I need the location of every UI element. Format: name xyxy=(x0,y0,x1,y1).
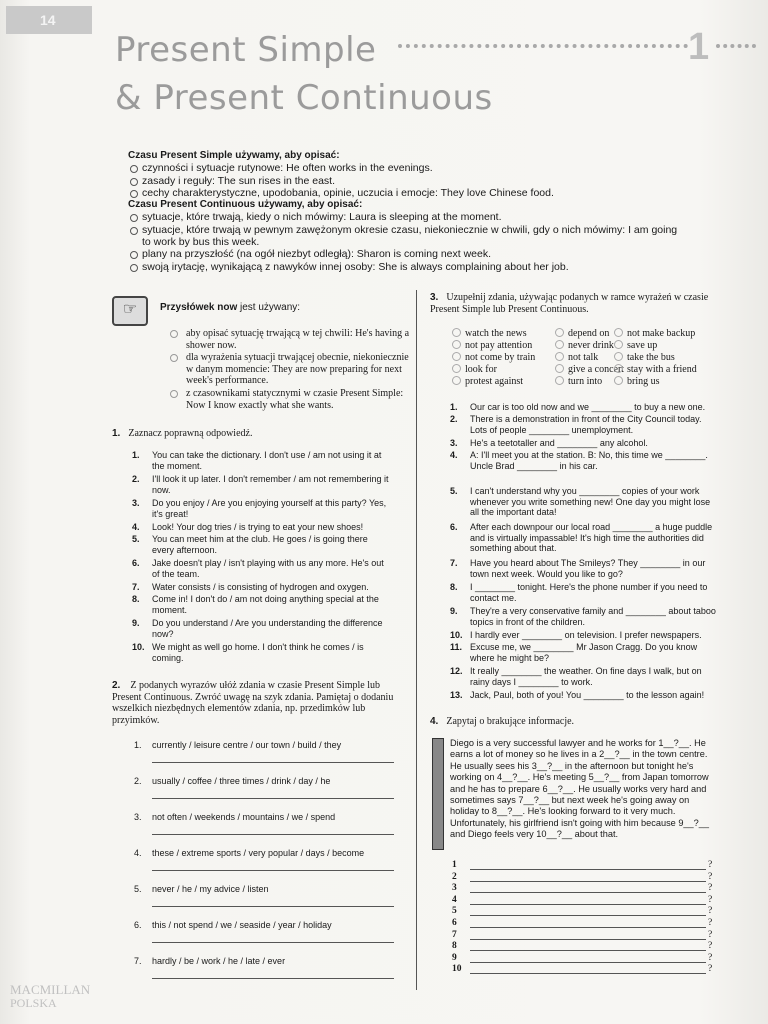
page-title-line2: & Present Continuous xyxy=(115,78,493,118)
rule-item: sytuacje, które trwają w pewnym zawężonym okresie czasu, niekoniecznie w chwili, gdy o nich mówimy: I am going to work by bus this week. xyxy=(128,224,688,249)
phrase-text: not pay attention xyxy=(465,340,533,351)
answer-number: 10 xyxy=(452,964,462,975)
answer-line xyxy=(152,978,394,979)
phrase-box-item xyxy=(452,376,523,387)
item-number: 3. xyxy=(134,812,142,822)
phrase-text: take the bus xyxy=(627,352,675,363)
item-number: 2. xyxy=(132,474,140,484)
answer-line xyxy=(470,927,706,928)
item-text: currently / leisure centre / our town / build / they xyxy=(152,740,342,750)
unit-number: 1 xyxy=(688,26,710,68)
phrase-text: watch the news xyxy=(465,328,527,339)
tip-item: z czasownikami statycznymi w czasie Present Simple: Now I know exactly what she wants. xyxy=(170,388,410,411)
phrase-box-item xyxy=(555,376,602,387)
pointing-hand-icon: ☞ xyxy=(112,296,148,326)
item-number: 3. xyxy=(132,498,140,508)
item-text: Jake doesn't play / isn't playing with us any more. He's out of the team. xyxy=(152,558,384,579)
item-text: Excuse me, we ________ Mr Jason Cragg. Do you know where he might be? xyxy=(470,642,698,663)
answer-number: 2 xyxy=(452,871,457,882)
exercise-instruction: Uzupełnij zdania, używając podanych w ramce wyrażeń w czasie Present Simple lub Present Continuous. xyxy=(430,292,709,315)
answer-line xyxy=(470,915,706,916)
item-number: 1. xyxy=(450,402,458,412)
item-text: There is a demonstration in front of the City Council today. Lots of people ________ unemployment. xyxy=(470,414,702,435)
item-text: these / extreme sports / very popular / days / become xyxy=(152,848,365,858)
item-text: Do you understand / Are you understanding the difference now? xyxy=(152,618,383,639)
phrase-box-item xyxy=(614,376,660,387)
item-text: You can take the dictionary. I don't use / am not using it at the moment. xyxy=(152,450,382,471)
phrase-text: bring us xyxy=(627,376,660,387)
phrase-bullet xyxy=(614,364,623,373)
answer-line xyxy=(152,798,394,799)
item-text: He's a teetotaller and ________ any alcohol. xyxy=(470,438,648,448)
item-text: not often / weekends / mountains / we / spend xyxy=(152,812,336,822)
exercise-1-heading xyxy=(112,428,252,439)
phrase-text: depend on xyxy=(568,328,610,339)
item-text: Have you heard about The Smileys? They ________ in our town next week. Would you like to go? xyxy=(470,558,706,579)
phrase-bullet xyxy=(555,340,564,349)
tip-items xyxy=(170,328,410,412)
item-number: 6. xyxy=(132,558,140,568)
rule-heading: Czasu Present Simple używamy, aby opisać: xyxy=(128,150,340,161)
answer-line xyxy=(152,906,394,907)
exercise-number: 4. xyxy=(430,716,439,727)
rule-item: swoją irytację, wynikającą z nawyków innej osoby: She is always complaining about her job. xyxy=(128,261,688,273)
phrase-box-item xyxy=(452,364,497,375)
question-mark: ? xyxy=(708,964,713,975)
story-text: Diego is a very successful lawyer and he works for 1__?__. He earns a lot of money so he lives in a 2__?__ in the town centre. He usually sees his 3__?__ in the afternoon but tonight he's working on 4__?__. He's meeting 5__?__ from Japan tomorrow and he has to prepare 6__?__. He usually works very hard and sometimes says 7__?__ but next week he's going away on holiday to 8__?__. He's looking forward to it very much. Unfortunately, his girlfriend isn't going with him because 9__?__ and Diego feels very 10__?__ about that. xyxy=(450,738,709,840)
item-number: 5. xyxy=(132,534,140,544)
answer-line xyxy=(152,942,394,943)
item-number: 2. xyxy=(134,776,142,786)
question-mark: ? xyxy=(708,941,713,952)
phrase-text: save up xyxy=(627,340,658,351)
answer-line xyxy=(470,869,706,870)
answer-number: 4 xyxy=(452,894,457,905)
item-text: Jack, Paul, both of you! You ________ to the lesson again! xyxy=(470,690,705,700)
item-number: 10. xyxy=(132,642,145,652)
item-number: 1. xyxy=(134,740,142,750)
phrase-text: not come by train xyxy=(465,352,536,363)
item-text: It really ________ the weather. On fine days I walk, but on rainy days I ________ to work. xyxy=(470,666,702,687)
title-dotted-rule xyxy=(398,44,688,48)
answer-number: 5 xyxy=(452,906,457,917)
phrase-bullet xyxy=(555,352,564,361)
item-text: A: I'll meet you at the station. B: No, this time we ________. Uncle Brad ________ in his car. xyxy=(470,450,708,471)
question-mark: ? xyxy=(708,871,713,882)
phrase-text: turn into xyxy=(568,376,603,387)
item-text: usually / coffee / three times / drink / day / he xyxy=(152,776,331,786)
phrase-box-item xyxy=(614,328,695,339)
answer-line xyxy=(470,939,706,940)
column-divider xyxy=(416,290,417,990)
exercise-number: 2. xyxy=(112,680,121,691)
exercise-3-heading xyxy=(430,292,720,315)
phrase-text: never drink xyxy=(568,340,614,351)
rule-item: plany na przyszłość (na ogół niezbyt odległą): Sharon is coming next week. xyxy=(128,248,688,260)
phrase-bullet xyxy=(555,376,564,385)
page-number: 14 xyxy=(40,12,56,28)
item-text: After each downpour our local road ________ a huge puddle and is virtually impassable! It's high time the authorities did something about that. xyxy=(470,522,713,554)
phrase-text: not talk xyxy=(568,352,599,363)
phrase-text: stay with a friend xyxy=(627,364,697,375)
item-text: this / not spend / we / seaside / year / holiday xyxy=(152,920,332,930)
item-text: I'll look it up later. I don't remember / am not remembering it now. xyxy=(152,474,389,495)
exercise-instruction: Zapytaj o brakujące informacje. xyxy=(446,716,575,727)
answer-line xyxy=(470,950,706,951)
item-number: 7. xyxy=(132,582,140,592)
answer-number: 6 xyxy=(452,918,457,928)
phrase-bullet xyxy=(452,328,461,337)
item-text: Our car is too old now and we ________ to buy a new one. xyxy=(470,402,706,412)
phrase-text: look for xyxy=(465,364,497,375)
phrase-bullet xyxy=(452,364,461,373)
question-mark: ? xyxy=(708,860,713,870)
answer-line xyxy=(470,904,706,905)
item-number: 3. xyxy=(450,438,458,448)
answer-number: 9 xyxy=(452,952,457,963)
answer-number: 8 xyxy=(452,941,457,952)
phrase-bullet xyxy=(452,376,461,385)
item-number: 2. xyxy=(450,414,458,424)
item-text: Water consists / is consisting of hydrogen and oxygen. xyxy=(152,582,369,592)
answer-number: 3 xyxy=(452,883,457,894)
phrase-bullet xyxy=(452,352,461,361)
question-mark: ? xyxy=(708,929,713,940)
item-number: 5. xyxy=(134,884,142,894)
answer-line xyxy=(470,962,706,963)
item-text: You can meet him at the club. He goes / is going there every afternoon. xyxy=(152,534,368,555)
item-number: 9. xyxy=(450,606,458,616)
question-mark: ? xyxy=(708,918,713,928)
phrase-box-item xyxy=(555,328,609,339)
tip-item: aby opisać sytuację trwającą w tej chwili: He's having a shower now. xyxy=(170,328,410,351)
phrase-text: not make backup xyxy=(627,328,696,339)
question-mark: ? xyxy=(708,952,713,963)
answer-line xyxy=(152,762,394,763)
phrase-box-item xyxy=(614,340,657,351)
question-mark: ? xyxy=(708,906,713,917)
phrase-box-item xyxy=(555,340,614,351)
item-text: I can't understand why you ________ copies of your work whenever you write something new! One day you might lose all the important data! xyxy=(470,486,711,518)
item-number: 4. xyxy=(134,848,142,858)
item-text: never / he / my advice / listen xyxy=(152,884,269,894)
phrase-bullet xyxy=(614,328,623,337)
phrase-box-item xyxy=(452,328,527,339)
phrase-box-item xyxy=(614,364,697,375)
exercise-4-heading xyxy=(430,716,574,727)
answer-number: 1 xyxy=(452,860,457,870)
phrase-bullet xyxy=(555,364,564,373)
item-text: hardly / be / work / he / late / ever xyxy=(152,956,286,966)
phrase-text: protest against xyxy=(465,376,524,387)
answer-number: 7 xyxy=(452,929,457,940)
phrase-text: give a concert xyxy=(568,364,625,375)
phrase-box-item xyxy=(452,340,532,351)
question-mark: ? xyxy=(708,894,713,905)
item-text: Do you enjoy / Are you enjoying yourself at this party? Yes, it's great! xyxy=(152,498,387,519)
exercise-instruction: Zaznacz poprawną odpowiedź. xyxy=(128,428,253,439)
item-number: 11. xyxy=(450,642,463,652)
item-number: 8. xyxy=(132,594,140,604)
question-mark: ? xyxy=(708,883,713,894)
item-number: 6. xyxy=(450,522,458,532)
unit-dotted-rule xyxy=(716,44,756,48)
rule-item: cechy charakterystyczne, upodobania, opinie, uczucia i emocje: They love Chinese food. xyxy=(128,187,688,199)
item-text: I ________ tonight. Here's the phone number if you need to contact me. xyxy=(470,582,708,603)
rule-item: sytuacje, które trwają, kiedy o nich mówimy: Laura is sleeping at the moment. xyxy=(128,211,688,223)
rule-item: czynności i sytuacje rutynowe: He often works in the evenings. xyxy=(128,162,688,174)
item-number: 7. xyxy=(450,558,458,568)
item-text: We might as well go home. I don't think he comes / is coming. xyxy=(152,642,364,663)
publisher-logo: MACMILLAN POLSKA xyxy=(10,982,91,1010)
rule-heading: Czasu Present Continuous używamy, aby opisać: xyxy=(128,199,363,211)
item-text: I hardly ever ________ on television. I prefer newspapers. xyxy=(470,630,702,640)
item-text: Come in! I don't do / am not doing anything special at the moment. xyxy=(152,594,379,615)
answer-line xyxy=(152,834,394,835)
page-title-line1: Present Simple xyxy=(115,30,377,70)
item-number: 7. xyxy=(134,956,142,966)
phrase-bullet xyxy=(614,352,623,361)
item-number: 9. xyxy=(132,618,140,628)
item-text: Look! Your dog tries / is trying to eat your new shoes! xyxy=(152,522,364,532)
phrase-box-item xyxy=(452,352,535,363)
item-number: 6. xyxy=(134,920,142,930)
item-text: They're a very conservative family and ________ about taboo topics in front of the children. xyxy=(470,606,716,627)
answer-line xyxy=(470,881,706,882)
item-number: 4. xyxy=(450,450,458,460)
phrase-bullet xyxy=(614,340,623,349)
tip-title: Przysłówek now jest używany: xyxy=(160,302,301,313)
exercise-number: 3. xyxy=(430,292,439,303)
item-number: 12. xyxy=(450,666,463,676)
phrase-bullet xyxy=(452,340,461,349)
item-number: 4. xyxy=(132,522,140,532)
exercise-2-heading xyxy=(112,680,402,726)
answer-line xyxy=(152,870,394,871)
rule-item: zasady i reguły: The sun rises in the east. xyxy=(128,175,688,187)
item-number: 1. xyxy=(132,450,140,460)
item-number: 5. xyxy=(450,486,458,496)
exercise-number: 1. xyxy=(112,428,121,439)
item-number: 8. xyxy=(450,582,458,592)
grammar-rules xyxy=(128,150,688,273)
tip-item: dla wyrażenia sytuacji trwającej obecnie, niekoniecznie w danym momencie: They are now preparing for next week's performance. xyxy=(170,352,410,387)
phrase-bullet xyxy=(555,328,564,337)
phrase-box-item xyxy=(555,352,598,363)
exercise-instruction: Z podanych wyrazów ułóż zdania w czasie Present Simple lub Present Continuous. Zwróć uwagę na szyk zdania. Pamiętaj o dodaniu wszelkich niezbędnych elementów zdania, np. przedimków lub przyimków. xyxy=(112,680,394,726)
item-number: 13. xyxy=(450,690,463,700)
item-number: 10. xyxy=(450,630,463,640)
answer-line xyxy=(470,973,706,974)
answer-line xyxy=(470,892,706,893)
story-side-bar xyxy=(432,738,444,850)
phrase-bullet xyxy=(614,376,623,385)
phrase-box-item xyxy=(614,352,675,363)
